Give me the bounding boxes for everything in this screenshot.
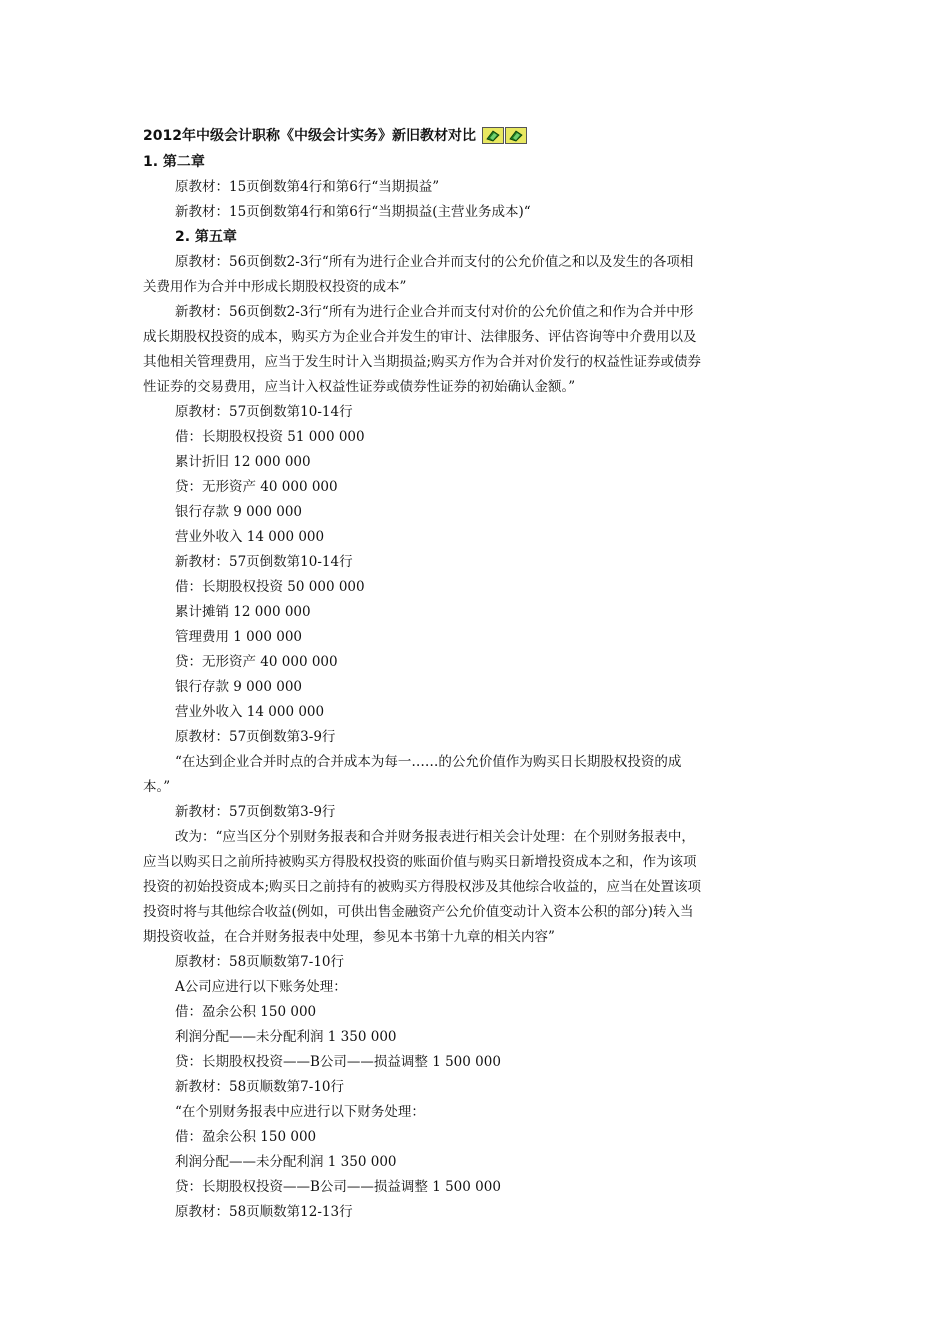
text-line: 新教材：57页倒数第10-14行: [175, 554, 353, 570]
document-title: 2012年中级会计职称《中级会计实务》新旧教材对比: [143, 128, 476, 144]
text-line: 借：长期股权投资 51 000 000: [175, 429, 365, 445]
text-line: 原教材：57页倒数第10-14行: [175, 404, 353, 420]
text-line: 借：盈余公积 150 000: [175, 1004, 317, 1020]
text-line: 新教材：15页倒数第4行和第6行“当期损益(主营业务成本)“: [175, 204, 531, 220]
text-line: A公司应进行以下账务处理：: [175, 979, 347, 995]
text-line: 累计折旧 12 000 000: [175, 454, 311, 470]
text-line: 银行存款 9 000 000: [175, 504, 302, 520]
text-line: 贷：无形资产 40 000 000: [175, 654, 338, 670]
text-line: 应当以购买日之前所持被购买方得股权投资的账面价值与购买日新增投资成本之和，作为该项: [143, 854, 697, 870]
text-line: 贷：长期股权投资——B公司——损益调整 1 500 000: [175, 1054, 501, 1070]
text-line: 原教材：15页倒数第4行和第6行“当期损益”: [175, 179, 440, 195]
text-line: 营业外收入 14 000 000: [175, 704, 325, 720]
title-icons: [482, 127, 527, 144]
text-line: 本。”: [143, 779, 171, 795]
book-icon[interactable]: [482, 127, 504, 144]
text-line: 新教材：56页倒数2-3行“所有为进行企业合并而支付对价的公允价值之和作为合并中形: [175, 304, 694, 320]
text-line: 原教材：57页倒数第3-9行: [175, 729, 336, 745]
text-line: 关费用作为合并中形成长期股权投资的成本”: [143, 279, 407, 295]
text-line: 借：盈余公积 150 000: [175, 1129, 317, 1145]
text-line: 原教材：56页倒数2-3行“所有为进行企业合并而支付的公允价值之和以及发生的各项相: [175, 254, 694, 270]
text-line: 改为：“应当区分个别财务报表和合并财务报表进行相关会计处理：在个别财务报表中，: [175, 829, 695, 845]
text-line: 营业外收入 14 000 000: [175, 529, 325, 545]
text-line: 新教材：58页顺数第7-10行: [175, 1079, 345, 1095]
text-line: 原教材：58页顺数第7-10行: [175, 954, 345, 970]
text-line: 新教材：57页倒数第3-9行: [175, 804, 336, 820]
book-icon[interactable]: [505, 127, 527, 144]
text-line: 贷：长期股权投资——B公司——损益调整 1 500 000: [175, 1179, 501, 1195]
text-line: 投资的初始投资成本;购买日之前持有的被购买方得股权涉及其他综合收益的，应当在处置该项: [143, 879, 702, 895]
text-line: 贷：无形资产 40 000 000: [175, 479, 338, 495]
text-line: 银行存款 9 000 000: [175, 679, 302, 695]
text-line: 管理费用 1 000 000: [175, 629, 302, 645]
text-line: “在达到企业合并时点的合并成本为每一……的公允价值作为购买日长期股权投资的成: [175, 754, 682, 770]
text-line: 利润分配——未分配利润 1 350 000: [175, 1154, 397, 1170]
text-line: 期投资收益，在合并财务报表中处理，参见本书第十九章的相关内容”: [143, 929, 555, 945]
text-line: 借：长期股权投资 50 000 000: [175, 579, 365, 595]
text-line: 性证券的交易费用，应当计入权益性证券或债券性证券的初始确认金额。”: [143, 379, 576, 395]
text-line: 累计摊销 12 000 000: [175, 604, 311, 620]
text-line: 成长期股权投资的成本，购买方为企业合并发生的审计、法律服务、评估咨询等中介费用以及: [143, 329, 697, 345]
chapter-heading: 1. 第二章: [143, 154, 205, 170]
text-line: “在个别财务报表中应进行以下财务处理：: [175, 1104, 425, 1120]
text-line: 其他相关管理费用，应当于发生时计入当期损益;购买方作为合并对价发行的权益性证券或债券: [143, 354, 702, 370]
text-line: 利润分配——未分配利润 1 350 000: [175, 1029, 397, 1045]
text-line: 原教材：58页顺数第12-13行: [175, 1204, 353, 1220]
document-title-row: [143, 124, 527, 146]
chapter-heading: 2. 第五章: [175, 229, 237, 245]
text-line: 投资时将与其他综合收益(例如，可供出售金融资产公允价值变动计入资本公积的部分)转入当: [143, 904, 694, 920]
